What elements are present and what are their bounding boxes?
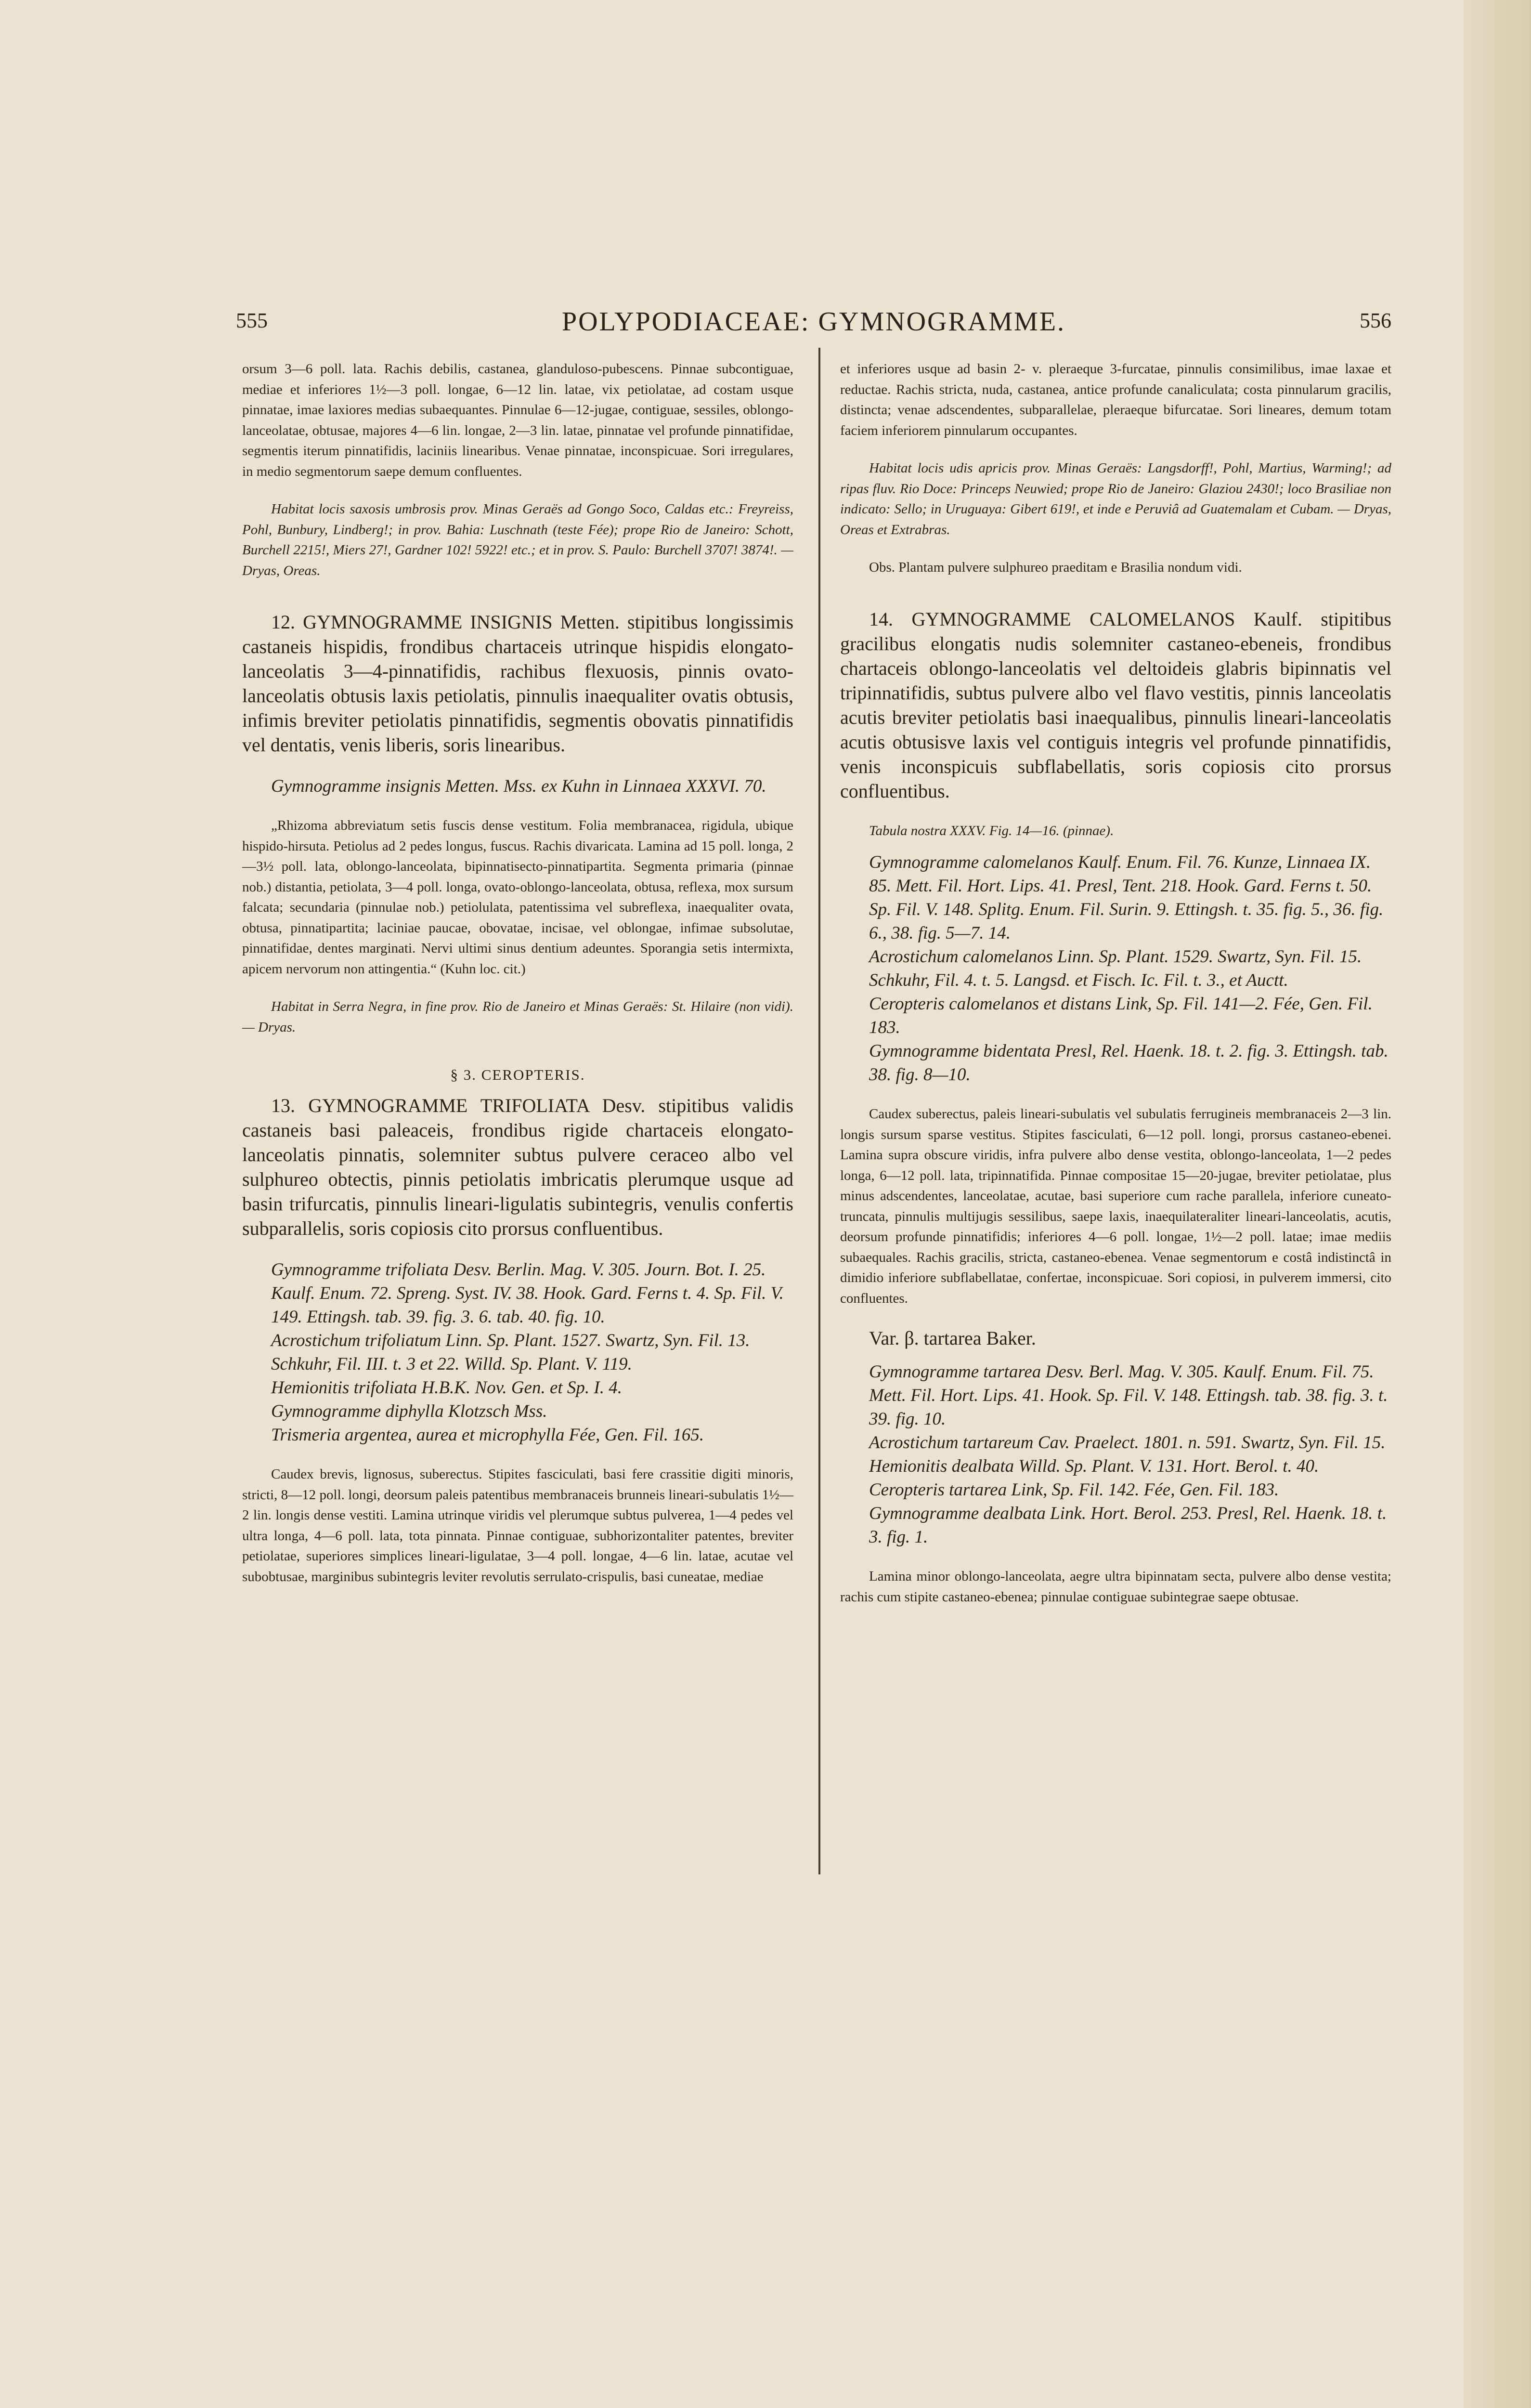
- species-13-title: 13. GYMNOGRAMME TRIFOLIATA Desv.: [271, 1095, 646, 1116]
- running-title: POLYPODIACEAE: GYMNOGRAMME.: [561, 307, 1066, 337]
- right-page-number: 556: [1360, 309, 1391, 332]
- species-12-reference: Gymnogramme insignis Metten. Mss. ex Kuhn in Linnaea XXXVI. 70.: [271, 776, 766, 796]
- right-column: [840, 359, 1391, 1607]
- habitat-note: Habitat in Serra Negra, in fine prov. Rio de Janeiro et Minas Geraës: St. Hilaire (non vidi). — Dryas.: [242, 999, 793, 1035]
- species-13-description: Caudex brevis, lignosus, suberectus. Stipites fasciculati, basi fere crassitie digiti minoris, stricti, 8—12 poll. longi, deorsum paleis patentibus membranaceis brunneis lineari-subulatis 1½—2 lin. longis dense vestiti. Lamina utrinque viridis vel plerumque subtus pulverea, 1—4 pedes vel ultra longa, 4—6 poll. lata, tota pinnata. Pinnae contiguae, subhorizontaliter patentes, breviter petiolatae, superiores simplices lineari-ligulatae, 3—4 poll. longae, 4—6 lin. latae, acutae vel subobtusae, marginibus subintegris leviter revolutis serrulato-crispulis, basi cuneatae, mediae: [242, 1466, 793, 1584]
- synonym-reference: Gymnogramme bidentata Presl, Rel. Haenk. 18. t. 2. fig. 3. Ettingsh. tab. 38. fig. 8—10.: [869, 1041, 1388, 1085]
- page-edge: [1464, 0, 1531, 2408]
- species-14-description: Caudex suberectus, paleis lineari-subulatis vel subulatis ferrugineis membranaceis 2—3 lin. longis sursum sparse vestitus. Stipites fasciculati, 6—12 poll. longi, prorsus castaneo-ebenei. Lamina supra obscure viridis, infra pulvere albo dense vestita, oblongo-lanceolata, 1—2 pedes longa, 6—12 poll. lata, tripinnatifida. Pinnae compositae 15—20-jugae, breviter petiolatae, plus minus adscendentes, lanceolatae, acutae, basi superiore cum rache parallela, inferiore cuneato-truncata, pinnulis multijugis sessilibus, saepe laxis, inaequilateraliter lineari-lanceolatis, acutis, deorsum profunde pinnatifidis; inferiores 4—6 poll. longae, 1½—2 poll. latae; imae mediis subaequales. Rachis gracilis, stricta, castaneo-ebenea. Venae segmentorum e costâ indistinctâ in dimidio inferiore subflabellatae, confertae, inconspicuae. Sori copiosi, in pulverem immersi, cito confluentes.: [840, 1106, 1391, 1306]
- species-13-diagnosis: stipitibus validis castaneis basi paleaceis, frondibus rigide chartaceis elongato-lanceolatis pinnatis, solemniter subtus pulvere ceraceo albo vel sulphureo obtectis, pinnis petiolatis imbricatis plerumque usque ad basin trifurcatis, pinnulis lineari-ligulatis subintegris, venulis confertis subparallelis, soris copiosis cito prorsus confluentibus.: [242, 1095, 793, 1239]
- left-page-number: 555: [236, 309, 268, 332]
- paragraph-continuation: orsum 3—6 poll. lata. Rachis debilis, castanea, glanduloso-pubescens. Pinnae subcontiguae, mediae et inferiores 1½—3 poll. longae, 6—12 lin. latae, vix petiolatae, ad costam usque pinnatae, imae laxiores medias subaequantes. Pinnulae 6—12-jugae, contiguae, sessiles, oblongo-lanceolatae, obtusae, majores 4—6 lin. longae, 2—3 lin. latae, pinnatae vel profunde pinnatifidae, segmentis iterum pinnatifidis, laciniis linearibus. Venae pinnatae, inconspicuae. Sori irregulares, in medio segmentorum saepe demum confluentes.: [242, 361, 793, 479]
- species-12-entry: [242, 610, 793, 757]
- observation-note: Obs. Plantam pulvere sulphureo praeditam e Brasilia nondum vidi.: [869, 560, 1242, 575]
- section-heading: § 3. CEROPTERIS.: [450, 1066, 585, 1083]
- running-header: [236, 308, 1391, 342]
- synonym-reference: Acrostichum calomelanos Linn. Sp. Plant. 1529. Swartz, Syn. Fil. 15. Schkuhr, Fil. 4. t. 5. Langsd. et Fisch. Ic. Fil. t. 3., et Auctt.: [869, 947, 1362, 990]
- synonym-reference: Ceropteris tartarea Link, Sp. Fil. 142. Fée, Gen. Fil. 183.: [869, 1480, 1279, 1500]
- column-divider: [818, 348, 820, 1874]
- synonym-reference: Acrostichum trifoliatum Linn. Sp. Plant. 1527. Swartz, Syn. Fil. 13. Schkuhr, Fil. III. t. 3 et 22. Willd. Sp. Plant. V. 119.: [271, 1331, 750, 1374]
- synonym-reference: Ceropteris calomelanos et distans Link, Sp. Fil. 141—2. Fée, Gen. Fil. 183.: [869, 994, 1373, 1037]
- species-12-quote: „Rhizoma abbreviatum setis fuscis dense vestitum. Folia membranacea, rigidula, ubique hispido-hirsuta. Petiolus ad 2 pedes longus, fuscus. Rachis divaricata. Lamina ad 15 poll. longa, 2—3½ poll. lata, oblongo-lanceolata, bipinnatisecto-pinnatipartita. Segmenta primaria (pinnae nob.) distantia, petiolata, 3—4 poll. longa, ovato-oblongo-lanceolata, obtusa, reflexa, mox sursum falcata; secundaria (pinnulae nob.) petiolulata, patentissima vel subreflexa, inaequaliter ovata, obtusa, pinnatipartita; laciniae paucae, obovatae, incisae, vel oblongae, infimae subsolutae, pinnatifidae, dentes marginati. Nervi ultimi sinus dentium adeuntes. Sporangia setis intermixta, apicem nervorum non attingentia.“ (Kuhn loc. cit.): [242, 818, 793, 977]
- species-12-diagnosis: stipitibus longissimis castaneis hispidis, frondibus chartaceis utrinque hispidis elongato-lanceolatis 3—4-pinnatifidis, rachibus flexuosis, pinnis ovato-lanceolatis obtusis laxis petiolatis, pinnulis inaequaliter ovatis obtusis, infimis breviter petiolatis pinnatifidis, segmentis obovatis pinnatifidis vel dentatis, venis liberis, soris linearibus.: [242, 611, 794, 756]
- synonym-reference: Trismeria argentea, aurea et microphylla Fée, Gen. Fil. 165.: [271, 1425, 704, 1445]
- synonym-reference: Gymnogramme calomelanos Kaulf. Enum. Fil. 76. Kunze, Linnaea IX. 85. Mett. Fil. Hort. Lips. 41. Presl, Tent. 218. Hook. Gard. Ferns t. 50. Sp. Fil. V. 148. Splitg. Enum. Fil. Surin. 9. Ettingsh. t. 35. fig. 5., 36. fig. 6., 38. fig. 5—7. 14.: [869, 852, 1384, 943]
- species-14-diagnosis: stipitibus gracilibus elongatis nudis solemniter castaneo-ebeneis, frondibus chartaceis oblongo-lanceolatis vel deltoideis glabris bipinnatis vel tripinnatifidis, subtus pulvere albo vel flavo vestitis, pinnis lanceolatis acutis breviter petiolatis basi inaequalibus, pinnulis lineari-lanceolatis acutis obtusisve laxis vel contiguis integris vel profunde pinnatifidis, venis inconspicuis subflabellatis, soris copiosis cito prorsus confluentibus.: [840, 608, 1391, 802]
- synonym-reference: Gymnogramme trifoliata Desv. Berlin. Mag. V. 305. Journ. Bot. I. 25. Kaulf. Enum. 72. Spreng. Syst. IV. 38. Hook. Gard. Ferns t. 4. Sp. Fil. V. 149. Ettingsh. tab. 39. fig. 3. 6. tab. 40. fig. 10.: [271, 1260, 784, 1327]
- habitat-note: Habitat locis saxosis umbrosis prov. Minas Geraës ad Gongo Soco, Caldas etc.: Freyreiss, Pohl, Bunbury, Lindberg!; in prov. Bahia: Luschnath (teste Fée); prope Rio de Janeiro: Schott, Burchell 2215!, Miers 27!, Gardner 102! 5922! etc.; et in prov. S. Paulo: Burchell 3707! 3874!. — Dryas, Oreas.: [242, 501, 793, 578]
- variety-title: Var. β. tartarea Baker.: [869, 1327, 1036, 1349]
- species-12-title: 12. GYMNOGRAMME INSIGNIS Metten.: [271, 611, 620, 633]
- synonym-reference: Gymnogramme diphylla Klotzsch Mss.: [271, 1401, 547, 1421]
- plate-reference: Tabula nostra XXXV. Fig. 14—16. (pinnae).: [869, 823, 1114, 838]
- synonym-reference: Hemionitis trifoliata H.B.K. Nov. Gen. et Sp. I. 4.: [271, 1378, 622, 1398]
- species-13-entry: [242, 1093, 793, 1241]
- species-14-title: 14. GYMNOGRAMME CALOMELANOS Kaulf.: [869, 608, 1302, 630]
- habitat-note: Habitat locis udis apricis prov. Minas Geraës: Langsdorff!, Pohl, Martius, Warming!; ad ripas fluv. Rio Doce: Princeps Neuwied; prope Rio de Janeiro: Glaziou 2430!; loco Brasiliae non indicato: Sello; in Uruguaya: Gibert 619!, et inde e Peruviâ ad Guatemalam et Cubam. — Dryas, Oreas et Extrabras.: [840, 460, 1391, 537]
- paragraph-continuation: et inferiores usque ad basin 2- v. pleraeque 3-furcatae, pinnulis consimilibus, imae laxae et reductae. Rachis stricta, nuda, castanea, antice profunde canaliculata; costa pinnularum gracilis, distincta; venae adscendentes, subparallelae, pleraeque bifurcatae. Sori lineares, demum totam faciem inferiorem pinnularum occupantes.: [840, 361, 1391, 438]
- left-column: [242, 359, 793, 1587]
- synonym-reference: Gymnogramme dealbata Link. Hort. Berol. 253. Presl, Rel. Haenk. 18. t. 3. fig. 1.: [869, 1504, 1387, 1547]
- synonym-reference: Acrostichum tartareum Cav. Praelect. 1801. n. 591. Swartz, Syn. Fil. 15.: [869, 1433, 1386, 1453]
- synonym-reference: Hemionitis dealbata Willd. Sp. Plant. V. 131. Hort. Berol. t. 40.: [869, 1456, 1319, 1476]
- species-14-entry: [840, 607, 1391, 803]
- variety-description: Lamina minor oblongo-lanceolata, aegre ultra bipinnatam secta, pulvere albo dense vestita; rachis cum stipite castaneo-ebenea; pinnulae contiguae subintegrae saepe obtusae.: [840, 1569, 1391, 1605]
- synonym-reference: Gymnogramme tartarea Desv. Berl. Mag. V. 305. Kaulf. Enum. Fil. 75. Mett. Fil. Hort. Lips. 41. Hook. Sp. Fil. V. 148. Ettingsh. tab. 38. fig. 3. t. 39. fig. 10.: [869, 1362, 1388, 1429]
